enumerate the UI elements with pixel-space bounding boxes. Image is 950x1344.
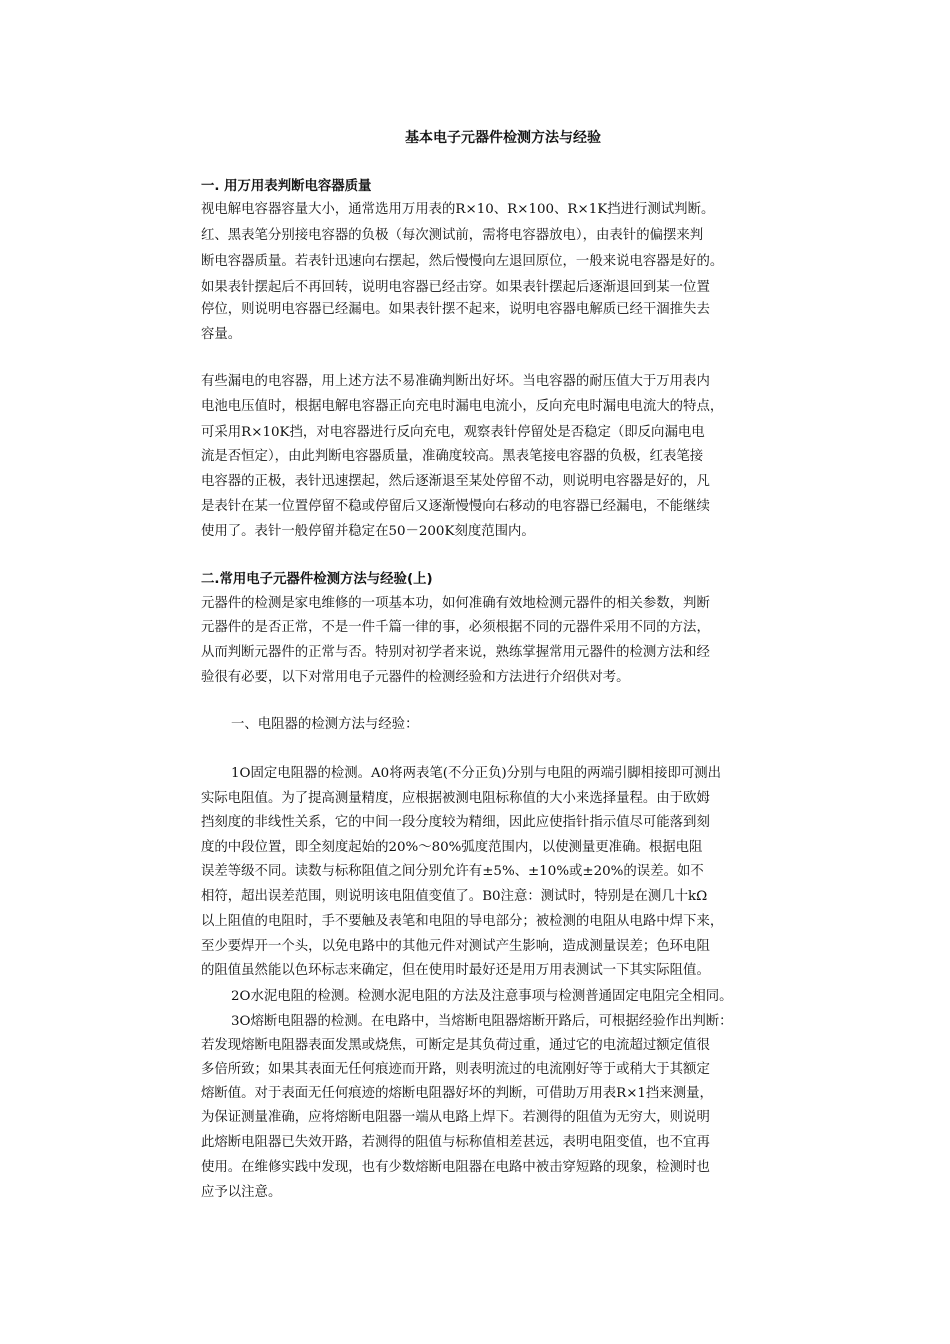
paragraph-line: 流是否恒定），由此判断电容器质量，准确度较高。黑表笔接电容器的负极，红表笔接 [201,449,704,464]
paragraph-line: 度的中段位置，即全刻度起始的20%～80%弧度范围内，以使测量更准确。根据电阻 [201,840,703,855]
paragraph-line: 元器件的是否正常，不是一件千篇一律的事，必须根据不同的元器件采用不同的方法， [201,620,710,635]
paragraph-line: 为保证测量准确，应将熔断电阻器一端从电路上焊下。若测得的阻值为无穷大，则说明 [201,1110,710,1125]
paragraph-line: 电容器的正极，表针迅速摆起，然后逐渐退至某处停留不动，则说明电容器是好的，凡 [201,474,710,489]
paragraph-line: 以上阻值的电阻时，手不要触及表笔和电阻的导电部分；被检测的电阻从电路中焊下来， [201,914,724,929]
paragraph-line: 实际电阻值。为了提高测量精度，应根据被测电阻标称值的大小来选择量程。由于欧姆 [201,791,710,806]
paragraph-line: 若发现熔断电阻器表面发黑或烧焦，可断定是其负荷过重，通过它的电流超过额定值很 [201,1038,710,1053]
paragraph-line: 从而判断元器件的正常与否。特别对初学者来说，熟练掌握常用元器件的检测方法和经 [201,645,710,660]
paragraph-line: 容量。 [201,327,242,342]
section-heading: 二.常用电子元器件检测方法与经验(上) [201,572,433,587]
paragraph-line: 可采用R×10K挡，对电容器进行反向充电，观察表针停留处是否稳定（即反向漏电电 [201,425,705,440]
paragraph-line: 电池电压值时，根据电解电容器正向充电时漏电电流小，反向充电时漏电电流大的特点， [201,399,724,414]
paragraph-line: 此熔断电阻器已失效开路，若测得的阻值与标称值相差甚远，表明电阻变值，也不宜再 [201,1135,710,1150]
paragraph-line: 是表针在某一位置停留不稳或停留后又逐渐慢慢向右移动的电容器已经漏电，不能继续 [201,499,710,514]
paragraph-line: 2O水泥电阻的检测。检测水泥电阻的方法及注意事项与检测普通固定电阻完全相同。 [231,989,733,1004]
paragraph-line: 熔断值。对于表面无任何痕迹的熔断电阻器好坏的判断，可借助万用表R×1挡来测量， [201,1086,713,1101]
paragraph-line: 断电容器质量。若表针迅速向右摆起，然后慢慢向左退回原位，一般来说电容器是好的。 [201,254,724,269]
paragraph-line: 有些漏电的电容器，用上述方法不易准确判断出好坏。当电容器的耐压值大于万用表内 [201,374,710,389]
paragraph-line: 挡刻度的非线性关系，它的中间一段分度较为精细，因此应使指针指示值尽可能落到刻 [201,815,710,830]
paragraph-line: 应予以注意。 [201,1185,282,1200]
paragraph-line: 的阻值虽然能以色环标志来确定，但在使用时最好还是用万用表测试一下其实际阻值。 [201,963,710,978]
paragraph-line: 使用了。表针一般停留并稳定在50－200K刻度范围内。 [201,524,535,539]
paragraph-line: 1O固定电阻器的检测。A0将两表笔(不分正负)分别与电阻的两端引脚相接即可测出 [231,766,722,781]
paragraph-line: 误差等级不同。读数与标称阻值之间分别允许有±5%、±10%或±20%的误差。如不 [201,864,704,879]
document-title: 基本电子元器件检测方法与经验 [405,130,601,146]
paragraph-line: 视电解电容器容量大小，通常选用万用表的R×10、R×100、R×1K挡进行测试判断。 [201,202,715,217]
section-heading: 一. 用万用表判断电容器质量 [201,179,372,194]
paragraph-line: 相符，超出误差范围，则说明该电阻值变值了。B0注意：测试时，特别是在测几十kΩ [201,889,708,904]
paragraph-line: 验很有必要，以下对常用电子元器件的检测经验和方法进行介绍供对考。 [201,670,630,685]
paragraph-line: 元器件的检测是家电维修的一项基本功，如何准确有效地检测元器件的相关参数，判断 [201,596,710,611]
paragraph-line: 如果表针摆起后不再回转，说明电容器已经击穿。如果表针摆起后逐渐退回到某一位置 [201,280,710,295]
paragraph-line: 使用。在维修实践中发现，也有少数熔断电阻器在电路中被击穿短路的现象，检测时也 [201,1160,710,1175]
paragraph-line: 停位，则说明电容器已经漏电。如果表针摆不起来，说明电容器电解质已经干涸推失去 [201,302,710,317]
paragraph-line: 红、黑表笔分别接电容器的负极（每次测试前，需将电容器放电），由表针的偏摆来判 [201,228,704,243]
paragraph-line: 多倍所致；如果其表面无任何痕迹而开路，则表明流过的电流刚好等于或稍大于其额定 [201,1062,710,1077]
subsection-heading: 一、电阻器的检测方法与经验： [231,717,419,732]
paragraph-line: 3O熔断电阻器的检测。在电路中，当熔断电阻器熔断开路后，可根据经验作出判断： [231,1014,733,1029]
paragraph-line: 至少要焊开一个头，以免电路中的其他元件对测试产生影响，造成测量误差；色环电阻 [201,939,710,954]
